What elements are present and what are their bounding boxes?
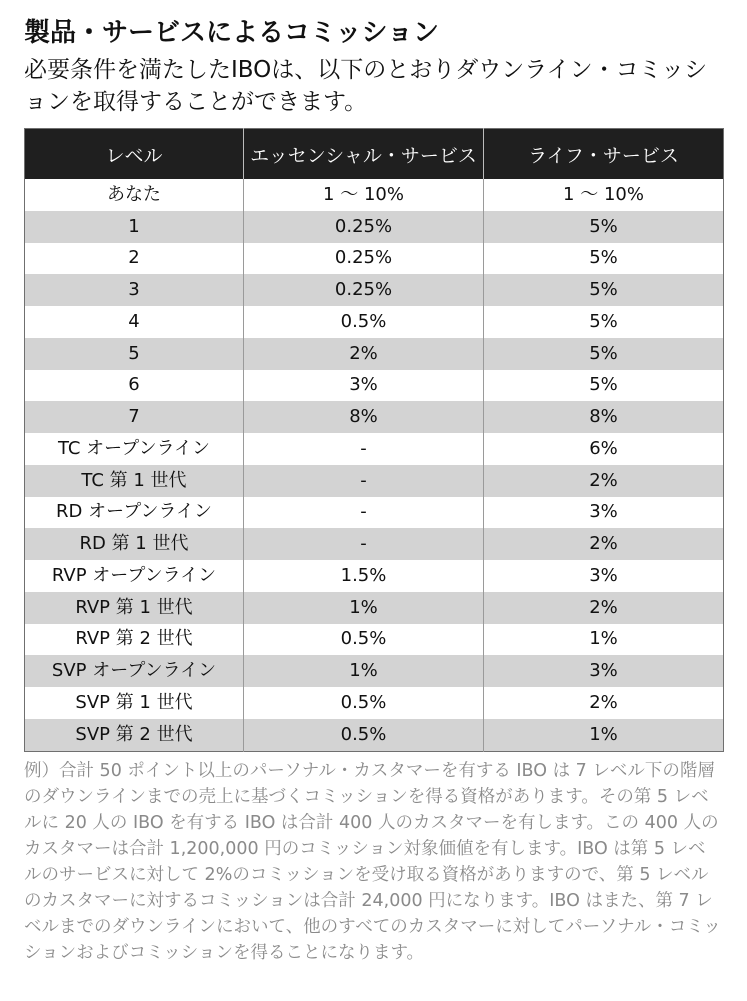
cell-life-service: 5% [484, 306, 724, 338]
table-row [25, 338, 724, 370]
cell-level: SVP 第 2 世代 [25, 719, 244, 751]
cell-essential-service: - [244, 465, 484, 497]
cell-level: SVP オープンライン [25, 655, 244, 687]
cell-level: 7 [25, 401, 244, 433]
cell-level: RVP 第 2 世代 [25, 624, 244, 656]
example-note: 例）合計 50 ポイント以上のパーソナル・カスタマーを有する IBO は 7 レベル下の階層のダウンラインまでの売上に基づくコミッションを得る資格があります。その第 5 レベルに 20 人の IBO を有する IBO は合計 400 人のカスタマーを有します。この 400 人のカスタマーは合計 1,200,000 円のコミッション対象価値を有します。IBO は第 5 レベルのサービスに対して 2%のコミッションを受け取る資格がありますので、第 5 レベルのカスタマーに対するコミッションは合計 24,000 円になります。IBO はまた、第 7 レベルまでのダウンラインにおいて、他のすべてのカスタマーに対してパーソナル・コミッションおよびコミッションを得ることになります。 [24, 760, 721, 963]
table-row [25, 655, 724, 687]
cell-essential-service: 0.5% [244, 719, 484, 751]
commission-table [24, 128, 724, 752]
cell-essential-service: 1% [244, 655, 484, 687]
table-row [25, 274, 724, 306]
cell-level: RD オープンライン [25, 497, 244, 529]
cell-level: 3 [25, 274, 244, 306]
table-row [25, 179, 724, 211]
table-row [25, 465, 724, 497]
cell-level: SVP 第 1 世代 [25, 687, 244, 719]
table-header [25, 129, 724, 180]
cell-life-service: 2% [484, 592, 724, 624]
cell-level: 4 [25, 306, 244, 338]
page-title: 製品・サービスによるコミッション [24, 18, 439, 48]
cell-level: 5 [25, 338, 244, 370]
cell-life-service: 1 〜 10% [484, 179, 724, 211]
cell-essential-service: 1 〜 10% [244, 179, 484, 211]
cell-life-service: 1% [484, 719, 724, 751]
cell-essential-service: 0.25% [244, 243, 484, 275]
cell-life-service: 5% [484, 370, 724, 402]
cell-essential-service: - [244, 433, 484, 465]
cell-level: RD 第 1 世代 [25, 528, 244, 560]
table-row [25, 211, 724, 243]
cell-essential-service: 3% [244, 370, 484, 402]
table-row [25, 370, 724, 402]
cell-life-service: 8% [484, 401, 724, 433]
table-row [25, 401, 724, 433]
table-row [25, 687, 724, 719]
table-row [25, 433, 724, 465]
cell-essential-service: - [244, 528, 484, 560]
cell-level: RVP 第 1 世代 [25, 592, 244, 624]
cell-life-service: 5% [484, 274, 724, 306]
cell-essential-service: 0.5% [244, 687, 484, 719]
table-body [25, 179, 724, 751]
cell-level: あなた [25, 179, 244, 211]
table-row [25, 528, 724, 560]
table-row [25, 560, 724, 592]
cell-life-service: 3% [484, 655, 724, 687]
table-row [25, 592, 724, 624]
table-row [25, 624, 724, 656]
table-row [25, 243, 724, 275]
cell-essential-service: 1.5% [244, 560, 484, 592]
cell-level: 2 [25, 243, 244, 275]
header-level: レベル [25, 129, 244, 180]
cell-essential-service: 1% [244, 592, 484, 624]
cell-level: 1 [25, 211, 244, 243]
table-row [25, 497, 724, 529]
intro-text: 必要条件を満たしたIBOは、以下のとおりダウンライン・コミッションを取得することができます。 [24, 57, 708, 115]
cell-essential-service: - [244, 497, 484, 529]
cell-essential-service: 0.25% [244, 274, 484, 306]
cell-life-service: 5% [484, 338, 724, 370]
cell-essential-service: 2% [244, 338, 484, 370]
cell-essential-service: 8% [244, 401, 484, 433]
cell-life-service: 2% [484, 687, 724, 719]
cell-life-service: 6% [484, 433, 724, 465]
cell-level: 6 [25, 370, 244, 402]
cell-level: RVP オープンライン [25, 560, 244, 592]
cell-level: TC オープンライン [25, 433, 244, 465]
cell-life-service: 2% [484, 528, 724, 560]
cell-life-service: 5% [484, 243, 724, 275]
cell-life-service: 1% [484, 624, 724, 656]
cell-essential-service: 0.5% [244, 306, 484, 338]
header-essential-service: エッセンシャル・サービス [244, 129, 484, 180]
header-life-service: ライフ・サービス [484, 129, 724, 180]
header-row [25, 129, 724, 180]
cell-essential-service: 0.5% [244, 624, 484, 656]
cell-life-service: 3% [484, 560, 724, 592]
cell-life-service: 2% [484, 465, 724, 497]
table-row [25, 306, 724, 338]
cell-essential-service: 0.25% [244, 211, 484, 243]
cell-level: TC 第 1 世代 [25, 465, 244, 497]
cell-life-service: 5% [484, 211, 724, 243]
cell-life-service: 3% [484, 497, 724, 529]
table-row [25, 719, 724, 751]
